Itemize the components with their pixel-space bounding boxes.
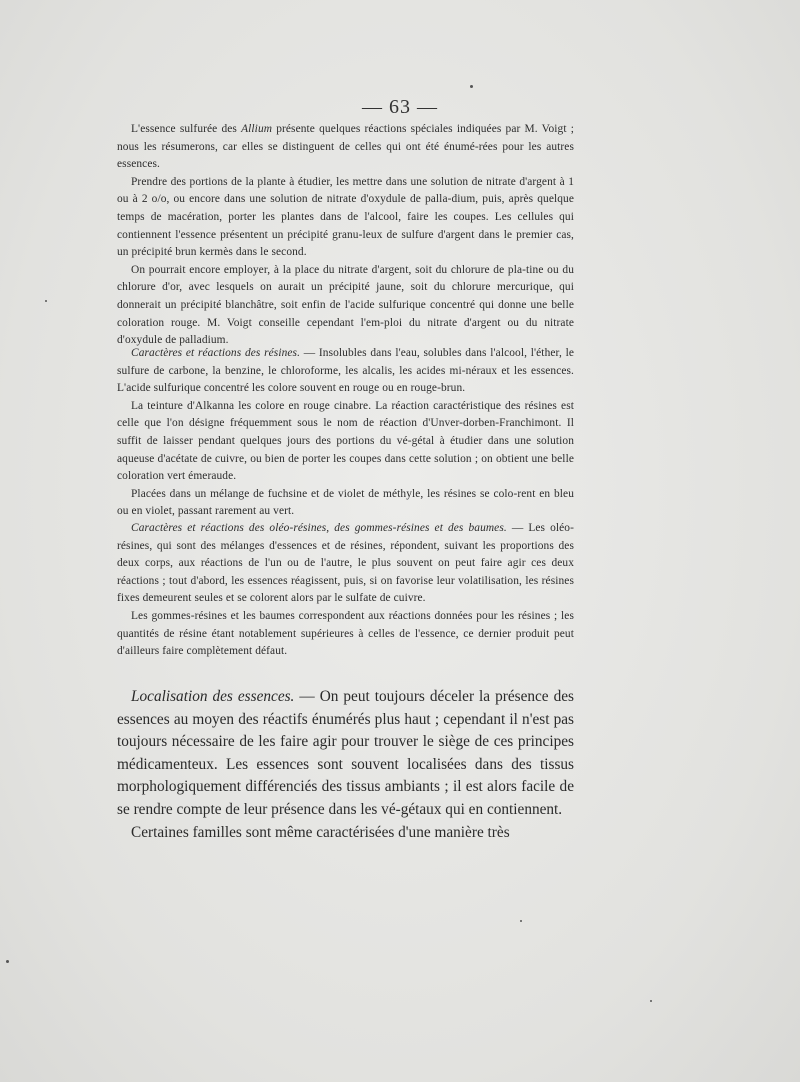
section-oleo-resines: [117, 520, 574, 661]
paper-speck: [520, 920, 522, 922]
paper-speck: [45, 300, 47, 302]
section-heading: Localisation des essences.: [131, 688, 295, 705]
paragraph: Caractères et réactions des oléo-résines, des gommes-résines et des baumes. — Les oléo-résines, qui sont des mélanges d'essences et de résines, répondent, suivant les proportions des deux corps, aux réactions de l'un ou de l'autre, le plus souvent on peut faire agir ces deux réactions ; tout d'abord, les essences réagissent, puis, si on favorise leur volatilisation, les résines fixes demeurent seules et se colorent alors par le sulfate de cuivre.: [117, 522, 574, 605]
paragraph: Les gommes-résines et les baumes correspondent aux réactions données pour les résines ; les quantités de résine étant notablement supérieures à celles de l'essence, ce dernier produit peut d'ailleurs faire complètement défaut.: [117, 609, 574, 658]
paragraph: Prendre des portions de la plante à étudier, les mettre dans une solution de nitrate d'argent à 1 ou à 2 o/o, ou encore dans une solution de nitrate d'oxydule de palla-dium, puis, après quelque temps de macération, porter les plantes dans de l'alcool, faire les coupes. Les cellules qui contiennent l'essence présentent un précipité granu-leux de sulfure d'argent dans le premier cas, un précipité brun kermès dans le second.: [117, 175, 574, 259]
paper-speck: [6, 960, 9, 963]
paper-speck: [650, 1000, 652, 1002]
paper-speck: [470, 85, 473, 88]
paragraph: Certaines familles sont même caractérisées d'une manière très: [131, 823, 510, 841]
section-heading: Caractères et réactions des oléo-résines, des gommes-résines et des baumes.: [131, 522, 507, 534]
section-heading: Caractères et réactions des résines.: [131, 347, 301, 359]
page-number: — 63 —: [362, 96, 438, 118]
section-allium: [117, 121, 574, 350]
paragraph: La teinture d'Alkanna les colore en rouge cinabre. La réaction caractéristique des résines est celle que l'on désigne fréquemment sous le nom de réaction d'Unver-dorben-Franchimont. Il suffit de laisser pendant quelques jours des portions du vé-gétal à étudier dans une solution aqueuse d'acétate de cuivre, ou bien de porter les coupes dans cette solution ; on obtient une belle coloration vert émeraude.: [117, 399, 574, 483]
paragraph: Placées dans un mélange de fuchsine et de violet de méthyle, les résines se colo-rent en bleu ou en violet, passant rarement au vert.: [117, 487, 574, 518]
paragraph: Caractères et réactions des résines. — Insolubles dans l'eau, solubles dans l'alcool, l'éther, le sulfure de carbone, la benzine, le chloroforme, les alcalis, les acides mi-néraux et les essences. L'acide sulfurique concentré les colore souvent en rouge ou en rouge-brun.: [117, 347, 574, 395]
paragraph: L'essence sulfurée des Allium présente quelques réactions spéciales indiquées par M. Voigt ; nous les résumerons, car elles se distinguent de celles qui ont été énumé-rées pour les autres essences.: [117, 123, 575, 171]
italic-term: Allium: [241, 123, 273, 135]
section-resines: [117, 345, 574, 521]
section-localisation: [117, 686, 574, 844]
paragraph: Localisation des essences. — On peut toujours déceler la présence des essences au moyen des réactifs énumérés plus haut ; cependant il n'est pas toujours nécessaire de les faire agir pour trouver le siège de ces principes médicamenteux. Les essences sont souvent localisées dans des tissus morphologiquement différenciés des tissus ambiants ; il est alors facile de se rendre compte de leur présence dans les vé-gétaux qui en contiennent.: [117, 688, 574, 818]
paragraph: On pourrait encore employer, à la place du nitrate d'argent, soit du chlorure de pla-tine ou du chlorure d'or, avec lesquels on aurait un précipité jaune, soit du chlorure mercurique, qui donnerait un précipité blanchâtre, soit enfin de l'acide sulfurique concentré qui donne une belle coloration rouge. M. Voigt conseille cependant l'em-ploi du nitrate d'argent ou du nitrate d'oxydule de palladium.: [117, 263, 574, 347]
